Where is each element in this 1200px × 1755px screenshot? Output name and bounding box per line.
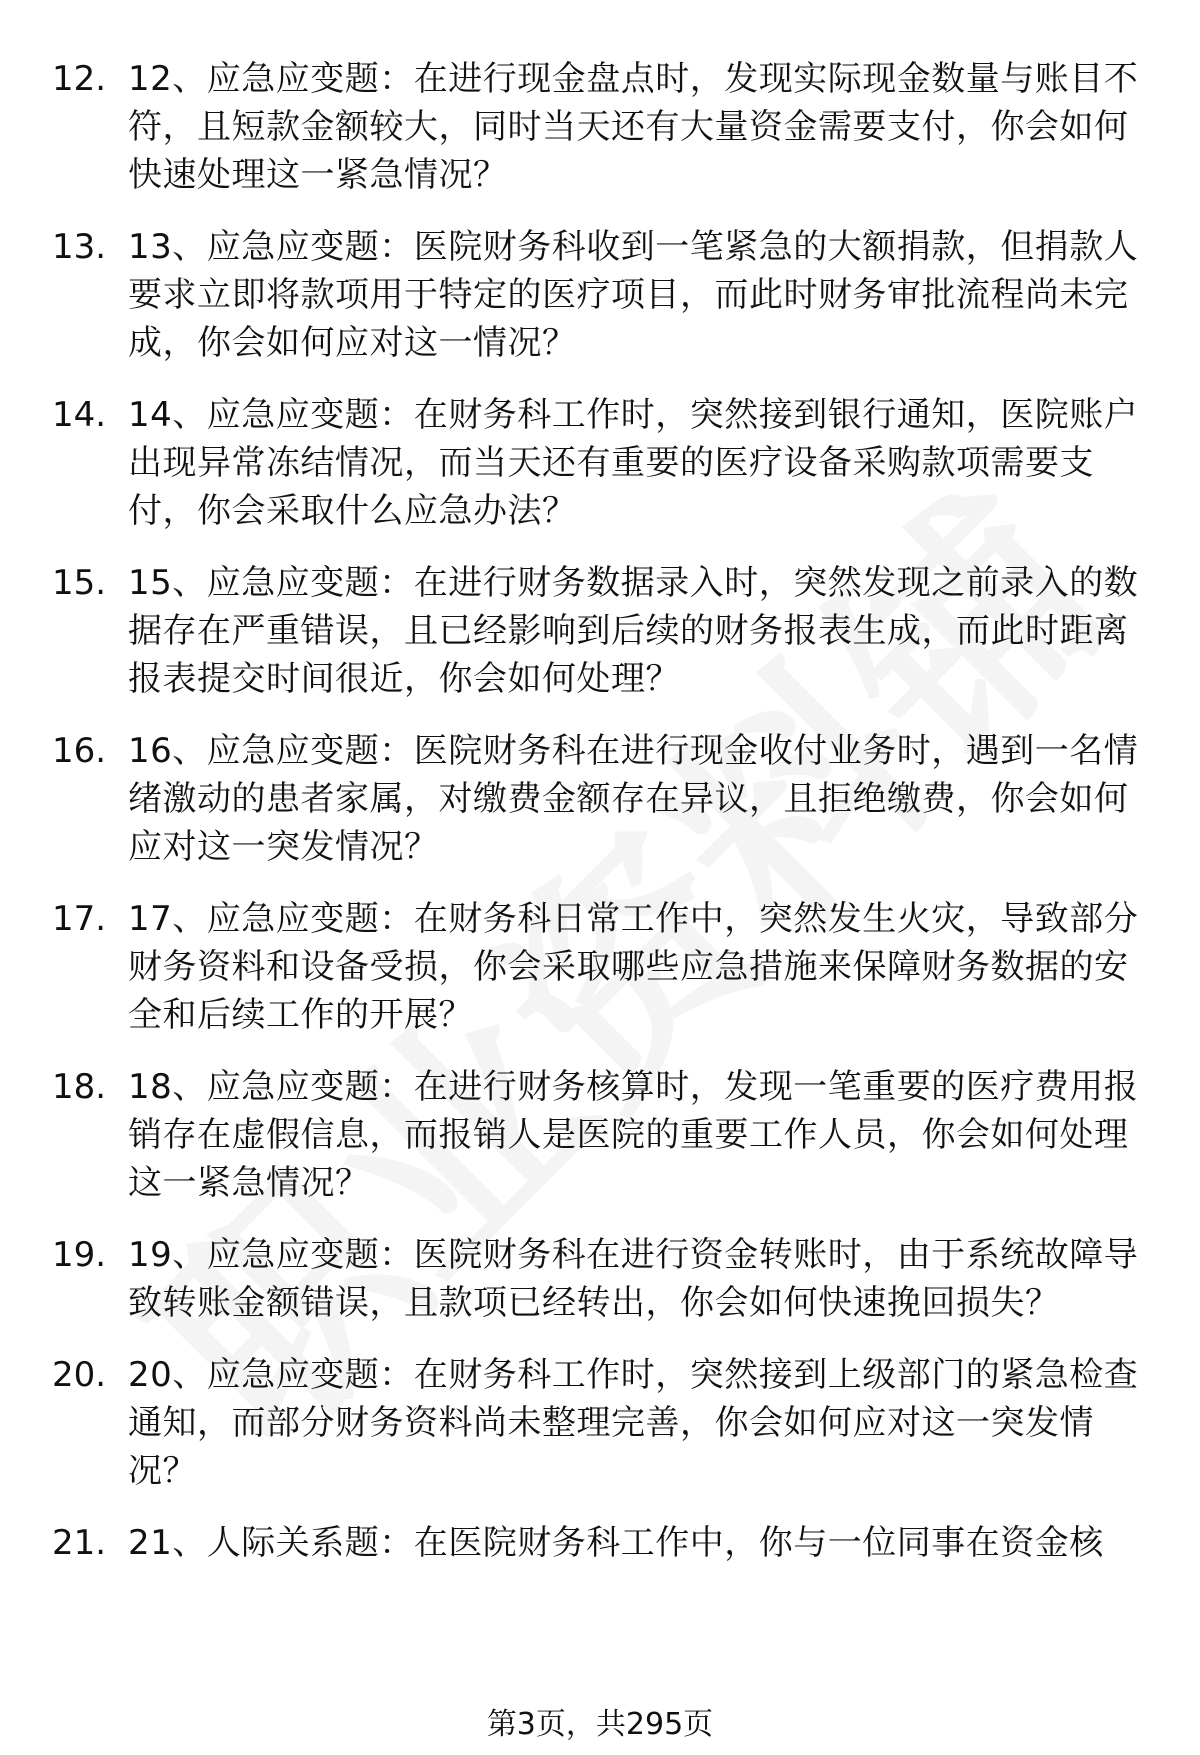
item-text: 12、应急应变题：在进行现金盘点时，发现实际现金数量与账目不符，且短款金额较大，同时当天还有大量资金需要支付，你会如何快速处理这一紧急情况？ [128,59,1139,195]
list-item [0,391,1200,535]
item-text: 19、应急应变题：医院财务科在进行资金转账时，由于系统故障导致转账金额错误，且款项已经转出，你会如何快速挽回损失？ [128,1235,1139,1323]
list-item [0,1519,1200,1567]
question-list [0,55,1200,1591]
item-text: 15、应急应变题：在进行财务数据录入时，突然发现之前录入的数据存在严重错误，且已经影响到后续的财务报表生成，而此时距离报表提交时间很近，你会如何处理？ [128,563,1139,699]
item-number: 20. [52,1355,107,1395]
item-text: 21、人际关系题：在医院财务科工作中，你与一位同事在资金核 [128,1523,1104,1563]
list-item [0,1063,1200,1207]
list-item [0,223,1200,367]
item-number: 12. [52,59,107,99]
item-number: 19. [52,1235,107,1275]
item-text: 16、应急应变题：医院财务科在进行现金收付业务时，遇到一名情绪激动的患者家属，对缴费金额存在异议，且拒绝缴费，你会如何应对这一突发情况？ [128,731,1139,867]
item-number: 13. [52,227,107,267]
page-number-label: 第3页，共295页 [486,1707,714,1742]
list-item [0,1231,1200,1327]
item-text: 14、应急应变题：在财务科工作时，突然接到银行通知，医院账户出现异常冻结情况，而当天还有重要的医疗设备采购款项需要支付，你会采取什么应急办法？ [128,395,1139,531]
list-item [0,559,1200,703]
item-text: 18、应急应变题：在进行财务核算时，发现一笔重要的医疗费用报销存在虚假信息，而报销人是医院的重要工作人员，你会如何处理这一紧急情况？ [128,1067,1139,1203]
item-number: 18. [52,1067,107,1107]
item-text: 13、应急应变题：医院财务科收到一笔紧急的大额捐款，但捐款人要求立即将款项用于特定的医疗项目，而此时财务审批流程尚未完成，你会如何应对这一情况？ [128,227,1139,363]
list-item [0,1351,1200,1495]
item-text: 20、应急应变题：在财务科工作时，突然接到上级部门的紧急检查通知，而部分财务资料尚未整理完善，你会如何应对这一突发情况？ [128,1355,1139,1491]
page-footer [0,1705,1200,1745]
list-item [0,55,1200,199]
list-item [0,727,1200,871]
item-number: 16. [52,731,107,771]
item-number: 17. [52,899,107,939]
item-number: 15. [52,563,107,603]
item-number: 21. [52,1523,107,1563]
item-text: 17、应急应变题：在财务科日常工作中，突然发生火灾，导致部分财务资料和设备受损，你会采取哪些应急措施来保障财务数据的安全和后续工作的开展？ [128,899,1139,1035]
item-number: 14. [52,395,107,435]
list-item [0,895,1200,1039]
